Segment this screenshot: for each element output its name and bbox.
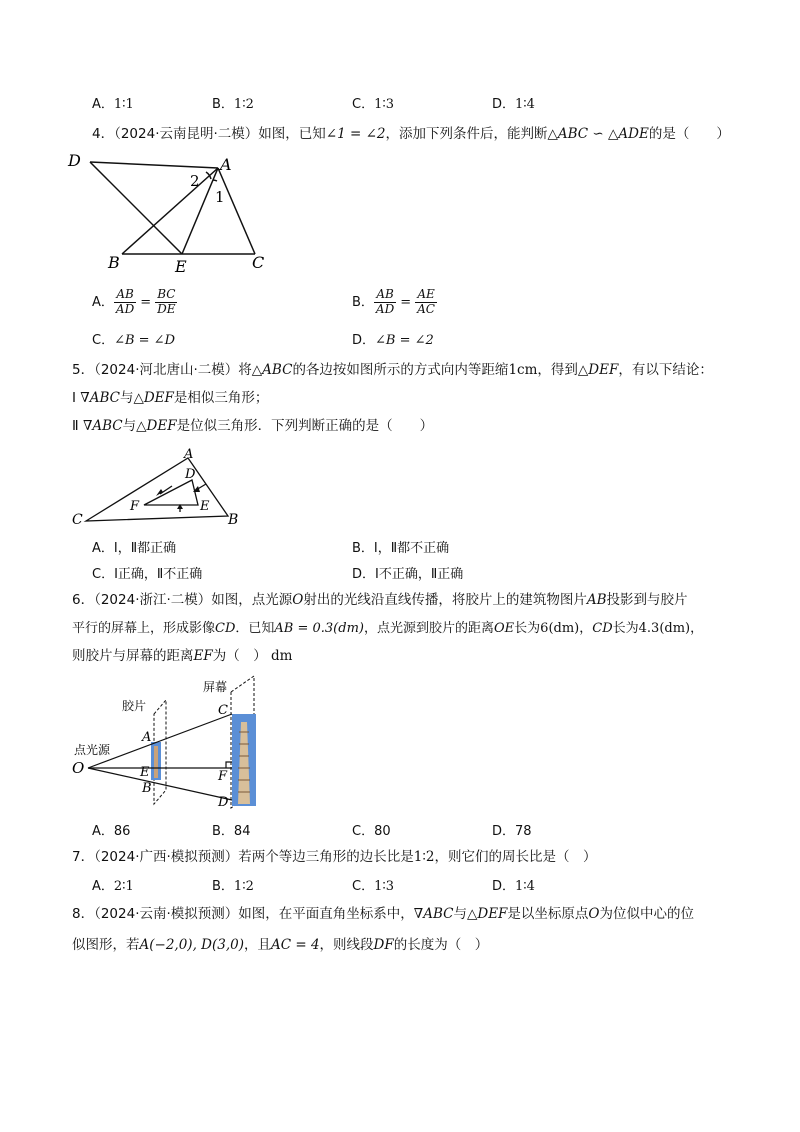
q5-stem bbox=[72, 364, 713, 378]
label-E: E bbox=[175, 257, 187, 275]
ac-value: AC = 4 bbox=[270, 937, 320, 953]
stem-text: ，则线段 bbox=[319, 937, 374, 953]
label-C: C bbox=[218, 703, 228, 718]
option-value: 1∶3 bbox=[374, 879, 395, 894]
point-O: O bbox=[292, 592, 304, 608]
cd-value: 4.3(dm) bbox=[638, 621, 691, 636]
stem-text: 与 bbox=[119, 390, 134, 406]
stem-text: ，点光源到胶片的距离 bbox=[363, 621, 494, 636]
numerator: AB bbox=[376, 287, 394, 301]
question-source: （2024·云南·模拟预测） bbox=[94, 906, 239, 922]
label-B: B bbox=[142, 781, 152, 796]
ratio-value: 1∶2 bbox=[413, 849, 435, 865]
q4-option-a[interactable] bbox=[92, 288, 178, 317]
option-letter: D． bbox=[492, 97, 516, 112]
option-letter: D． bbox=[492, 879, 516, 894]
stem-text: 则胶片与屏幕的距离 bbox=[72, 648, 194, 664]
label-O: O bbox=[72, 759, 85, 777]
denominator: AC bbox=[417, 301, 435, 316]
stem-text: 是位似三角形．下列判断正确的是（ ） bbox=[176, 418, 434, 434]
option-letter: A． bbox=[92, 879, 114, 894]
q4-figure bbox=[60, 150, 290, 275]
q5-option-c[interactable]: C．Ⅰ正确，Ⅱ不正确 bbox=[92, 567, 203, 582]
film-label: 胶片 bbox=[122, 699, 147, 713]
q8-stem-line2 bbox=[72, 939, 488, 953]
q7-option-d[interactable] bbox=[492, 880, 535, 893]
stem-text: 将 bbox=[238, 362, 252, 378]
option-letter: C． bbox=[352, 97, 375, 112]
stem-text: 投影到与胶片 bbox=[606, 592, 688, 608]
stem-text: 如图，点光源 bbox=[211, 592, 293, 608]
q5-conclusion-2 bbox=[72, 420, 433, 434]
point-coordinates: A(−2,0), D(3,0) bbox=[139, 937, 244, 953]
q4-option-b[interactable] bbox=[352, 288, 437, 317]
fraction bbox=[155, 288, 177, 317]
triangle-abc: ∇ABC bbox=[413, 906, 454, 922]
question-number: 8． bbox=[72, 906, 95, 922]
stem-text: 长为 bbox=[612, 621, 639, 636]
conclusion-mark: Ⅱ bbox=[72, 418, 79, 434]
distance-value: 1cm bbox=[508, 362, 538, 378]
option-value: 1∶2 bbox=[233, 97, 254, 112]
q4-stem bbox=[92, 128, 730, 142]
label-A: A bbox=[220, 155, 232, 174]
q3-option-a[interactable] bbox=[92, 98, 134, 111]
label-angle-1: 1 bbox=[215, 188, 225, 206]
stem-text: 似图形，若 bbox=[72, 937, 140, 953]
question-source: （2024·河北唐山·二模） bbox=[94, 362, 239, 378]
numerator: BC bbox=[157, 287, 176, 301]
q4-option-d[interactable] bbox=[352, 334, 434, 347]
fraction bbox=[415, 288, 437, 317]
stem-text: 的长度为（ ） bbox=[393, 937, 489, 953]
stem-text: ， bbox=[690, 621, 704, 636]
option-letter: B． bbox=[212, 97, 234, 112]
denominator: AD bbox=[375, 301, 395, 316]
option-letter: B． bbox=[212, 879, 234, 894]
stem-text: ．已知 bbox=[235, 621, 275, 636]
stem-text: ，得到 bbox=[537, 362, 578, 378]
segment-DA bbox=[90, 162, 218, 168]
stem-text: 的是（ ） bbox=[648, 126, 730, 142]
triangle-def: △DEF bbox=[136, 418, 177, 434]
segment-CD: CD bbox=[592, 621, 613, 636]
stem-text: ， bbox=[579, 621, 593, 636]
stem-text: 是相似三角形； bbox=[173, 390, 269, 406]
label-E: E bbox=[200, 499, 210, 514]
label-D: D bbox=[185, 467, 196, 482]
question-source: （2024·广西·模拟预测） bbox=[94, 849, 239, 865]
q6-option-d[interactable]: D．78 bbox=[492, 824, 532, 839]
stem-text: ，添加下列条件后，能判断 bbox=[385, 126, 548, 142]
oe-value: 6(dm) bbox=[540, 621, 580, 636]
given-condition: ∠1 = ∠2 bbox=[325, 126, 386, 142]
q7-option-b[interactable] bbox=[212, 880, 254, 893]
fraction bbox=[114, 288, 136, 317]
numerator: AB bbox=[116, 287, 134, 301]
q5-option-a[interactable]: A．Ⅰ，Ⅱ都正确 bbox=[92, 541, 177, 556]
triangle-abc: ∇ABC bbox=[82, 418, 123, 434]
option-value: ∠B = ∠2 bbox=[375, 333, 434, 348]
question-source: （2024·云南昆明·二模） bbox=[114, 126, 259, 142]
question-number: 4． bbox=[92, 126, 115, 142]
q5-figure bbox=[68, 446, 248, 528]
option-value: 1∶1 bbox=[113, 97, 134, 112]
triangle-DEF bbox=[144, 480, 198, 505]
q6-stem-line2 bbox=[72, 622, 703, 635]
option-letter: C． bbox=[92, 333, 115, 348]
q6-stem-line3 bbox=[72, 650, 292, 664]
label-C: C bbox=[252, 253, 265, 272]
option-letter: D． bbox=[352, 333, 376, 348]
option-value: 1∶3 bbox=[374, 97, 395, 112]
q6-figure bbox=[66, 674, 276, 814]
label-D: D bbox=[218, 795, 229, 810]
stem-text: 的各边按如图所示的方式向内等距缩 bbox=[292, 362, 509, 378]
q3-option-c[interactable] bbox=[352, 98, 394, 111]
triangle-def: △DEF bbox=[577, 362, 619, 378]
stem-text: 平行的屏幕上，形成影像 bbox=[72, 621, 216, 636]
triangle-def: △DEF bbox=[133, 390, 174, 406]
unit: dm bbox=[271, 648, 293, 664]
arrow-left bbox=[160, 486, 172, 494]
label-angle-2: 2 bbox=[190, 172, 200, 190]
triangle-def: △DEF bbox=[466, 906, 508, 922]
segment-OE: OE bbox=[494, 621, 515, 636]
label-C: C bbox=[72, 512, 83, 528]
q4-option-c[interactable] bbox=[92, 334, 175, 347]
ab-value: AB = 0.3(dm) bbox=[274, 621, 364, 636]
segment-DE bbox=[90, 162, 182, 254]
label-F: F bbox=[130, 499, 140, 514]
stem-text: ，且 bbox=[243, 937, 271, 953]
option-letter: A． bbox=[92, 97, 114, 112]
point-O: O bbox=[588, 906, 600, 922]
segment-CD: CD bbox=[215, 621, 236, 636]
q7-option-a[interactable] bbox=[92, 880, 134, 893]
label-F: F bbox=[218, 769, 228, 784]
option-value: 1∶2 bbox=[233, 879, 254, 894]
stem-text: ，有以下结论： bbox=[618, 362, 713, 378]
option-letter: B． bbox=[352, 294, 374, 310]
equals-sign: = bbox=[400, 294, 412, 310]
equals-sign: = bbox=[140, 294, 152, 310]
stem-text: 为（ ） bbox=[212, 648, 267, 664]
q5-conclusion-1 bbox=[72, 392, 268, 406]
q3-option-b[interactable] bbox=[212, 98, 254, 111]
label-B: B bbox=[108, 253, 120, 272]
question-source: （2024·浙江·二模） bbox=[94, 592, 212, 608]
stem-text: 射出的光线沿直线传播，将胶片上的建筑物图片 bbox=[303, 592, 587, 608]
fraction bbox=[374, 288, 396, 317]
option-value: 1∶4 bbox=[515, 879, 535, 894]
stem-text: 与 bbox=[453, 906, 467, 922]
stem-text: 如图，已知 bbox=[258, 126, 326, 142]
option-letter: C． bbox=[352, 879, 375, 894]
segment-AB: AB bbox=[586, 592, 607, 608]
q6-option-b[interactable]: B．84 bbox=[212, 824, 251, 839]
angle-arc-1 bbox=[213, 180, 217, 181]
screen-label: 屏幕 bbox=[203, 680, 228, 694]
option-value: 2∶1 bbox=[113, 879, 134, 894]
q8-stem-line1 bbox=[72, 908, 694, 922]
stem-text: 为位似中心的位 bbox=[599, 906, 694, 922]
similarity-statement: △ABC ∽ △ADE bbox=[547, 126, 649, 142]
question-number: 6． bbox=[72, 592, 95, 608]
stem-text: 如图，在平面直角坐标系中， bbox=[238, 906, 414, 922]
segment-EF: EF bbox=[193, 648, 213, 664]
stem-text: 是以坐标原点 bbox=[507, 906, 589, 922]
denominator: AD bbox=[115, 301, 135, 316]
question-number: 5． bbox=[72, 362, 95, 378]
q3-option-d[interactable] bbox=[492, 98, 535, 111]
segment-AC bbox=[218, 168, 255, 254]
label-E: E bbox=[140, 765, 150, 780]
question-number: 7． bbox=[72, 849, 95, 865]
stem-text: ，则它们的周长比是（ ） bbox=[434, 849, 597, 865]
label-D: D bbox=[68, 151, 81, 170]
q7-stem bbox=[72, 851, 597, 865]
numerator: AE bbox=[417, 287, 435, 301]
q6-stem-line1 bbox=[72, 594, 688, 608]
option-value: 1∶4 bbox=[515, 97, 535, 112]
stem-text: 长为 bbox=[514, 621, 541, 636]
stem-text: 与 bbox=[122, 418, 137, 434]
option-letter: A． bbox=[92, 294, 114, 310]
q5-option-b[interactable]: B．Ⅰ，Ⅱ都不正确 bbox=[352, 541, 450, 556]
label-A: A bbox=[184, 447, 194, 462]
triangle-abc: ∇ABC bbox=[80, 390, 120, 406]
q7-option-c[interactable] bbox=[352, 880, 394, 893]
segment-DF: DF bbox=[373, 937, 394, 953]
q6-option-a[interactable]: A．86 bbox=[92, 824, 131, 839]
q5-option-d[interactable]: D．Ⅰ不正确，Ⅱ正确 bbox=[352, 567, 464, 582]
pagoda-small-icon bbox=[154, 746, 158, 778]
conclusion-mark: Ⅰ bbox=[72, 390, 76, 406]
segment-AE bbox=[182, 168, 218, 254]
option-value: ∠B = ∠D bbox=[114, 333, 175, 348]
triangle-abc: △ABC bbox=[251, 362, 293, 378]
q6-option-c[interactable]: C．80 bbox=[352, 824, 391, 839]
label-A: A bbox=[142, 730, 152, 745]
stem-text: 若两个等边三角形的边长比是 bbox=[238, 849, 414, 865]
label-B: B bbox=[228, 512, 239, 528]
light-source-label: 点光源 bbox=[74, 743, 111, 757]
denominator: DE bbox=[157, 301, 176, 316]
